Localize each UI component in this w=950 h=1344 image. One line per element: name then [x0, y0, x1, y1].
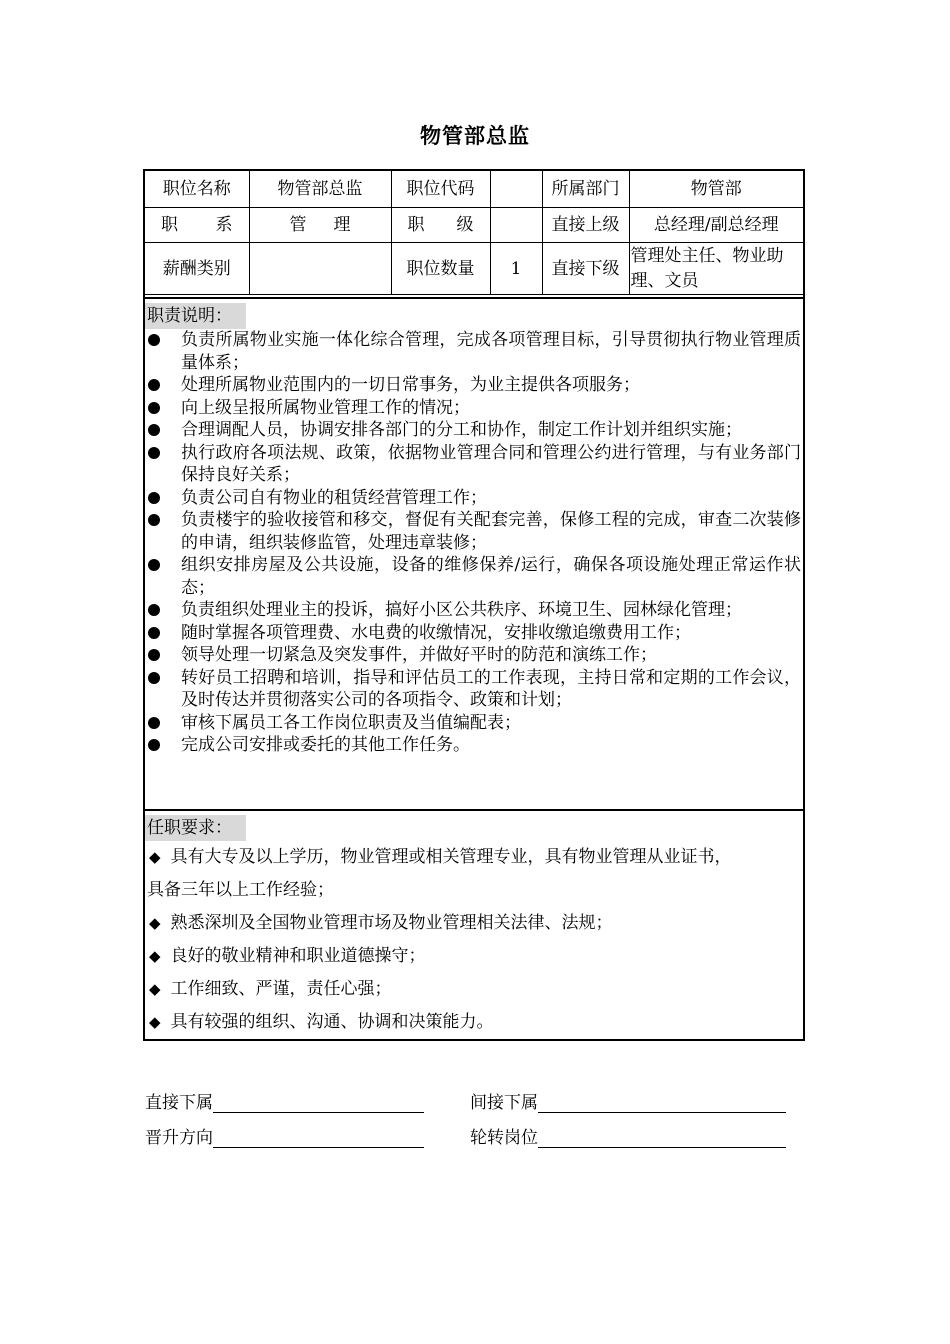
diamond-bullet-icon: ◆ [149, 980, 161, 998]
list-item: 组织安排房屋及公共设施，设备的维修保养/运行，确保各项设施处理正常运作状态； [145, 554, 803, 599]
duties-section [145, 297, 803, 811]
value-grade [490, 208, 542, 243]
list-item: 审核下属员工各工作岗位职责及当值编配表； [145, 712, 803, 735]
footer-rotation [470, 1123, 786, 1148]
list-item: ◆ 良好的敬业精神和职业道德操守； [149, 946, 426, 966]
list-item: 负责组织处理业主的投诉，搞好小区公共秩序、环境卫生、园林绿化管理； [145, 599, 803, 622]
value-position-name: 物管部总监 [249, 171, 391, 208]
label-grade: 职 级 [391, 208, 490, 243]
bullet-icon [148, 649, 160, 661]
diamond-bullet-icon: ◆ [149, 947, 161, 965]
list-item: ◆ 熟悉深圳及全国物业管理市场及物业管理相关法律、法规； [149, 913, 613, 933]
footer-direct-subordinate [145, 1088, 424, 1113]
indirect-subordinate-field[interactable] [538, 1092, 786, 1113]
bullet-icon [148, 514, 160, 526]
bullet-icon [148, 424, 160, 436]
rotation-label: 轮转岗位 [470, 1128, 538, 1148]
job-description-form [143, 169, 805, 1041]
direct-subordinate-label: 直接下属 [145, 1093, 213, 1113]
bullet-icon [148, 717, 160, 729]
footer-indirect-subordinate [470, 1088, 786, 1113]
duties-list [145, 329, 803, 757]
list-item: 随时掌握各项管理费、水电费的收缴情况，安排收缴追缴费用工作； [145, 622, 803, 645]
rotation-field[interactable] [538, 1127, 786, 1148]
list-item: 向上级呈报所属物业管理工作的情况； [145, 397, 803, 420]
page-title: 物管部总监 [420, 124, 530, 148]
label-position-count: 职位数量 [391, 243, 490, 295]
bullet-icon [148, 627, 160, 639]
value-salary-type [249, 243, 391, 295]
label-position-name: 职位名称 [145, 171, 249, 208]
list-item: 执行政府各项法规、政策，依据物业管理合同和管理公约进行管理，与有业务部门保持良好关系； [145, 442, 803, 487]
list-item: 领导处理一切紧急及突发事件，并做好平时的防范和演练工作； [145, 644, 803, 667]
footer-promotion [145, 1123, 424, 1148]
label-department: 所属部门 [542, 171, 629, 208]
label-direct-superior: 直接上级 [542, 208, 629, 243]
diamond-bullet-icon: ◆ [149, 1013, 161, 1031]
bullet-icon [148, 604, 160, 616]
direct-subordinate-field[interactable] [213, 1092, 424, 1113]
value-direct-subordinate: 管理处主任、物业助理、文员 [629, 243, 803, 295]
bullet-icon [148, 739, 160, 751]
bullet-icon [148, 492, 160, 504]
bullet-icon [148, 672, 160, 684]
bullet-icon [148, 559, 160, 571]
requirements-section [145, 811, 803, 1041]
promotion-field[interactable] [213, 1127, 424, 1148]
list-item: ◆ 具有较强的组织、沟通、协调和决策能力。 [149, 1012, 494, 1032]
duties-label: 职责说明： [145, 303, 246, 329]
list-item: ◆ 工作细致、严谨，责任心强； [149, 979, 392, 999]
table-row [145, 243, 803, 295]
bullet-icon [148, 447, 160, 459]
value-position-count: 1 [490, 243, 542, 295]
diamond-bullet-icon: ◆ [149, 848, 161, 866]
bullet-icon [148, 402, 160, 414]
value-series: 管 理 [249, 208, 391, 243]
label-position-code: 职位代码 [391, 171, 490, 208]
list-item: ◆ 具有大专及以上学历，物业管理或相关管理专业，具有物业管理从业证书， [149, 847, 732, 867]
table-row [145, 208, 803, 243]
diamond-bullet-icon: ◆ [149, 914, 161, 932]
requirements-list [145, 841, 803, 1039]
label-salary-type: 薪酬类别 [145, 243, 249, 295]
list-item: 处理所属物业范围内的一切日常事务，为业主提供各项服务； [145, 374, 803, 397]
list-item: 负责公司自有物业的租赁经营管理工作； [145, 487, 803, 510]
list-item: 负责所属物业实施一体化综合管理，完成各项管理目标，引导贯彻执行物业管理质量体系； [145, 329, 803, 374]
label-series: 职 系 [145, 208, 249, 243]
bullet-icon [148, 379, 160, 391]
promotion-label: 晋升方向 [145, 1128, 213, 1148]
value-department: 物管部 [629, 171, 803, 208]
value-position-code [490, 171, 542, 208]
list-item: 完成公司安排或委托的其他工作任务。 [145, 734, 803, 757]
requirements-label: 任职要求： [145, 815, 246, 841]
bullet-icon [148, 334, 160, 346]
list-item: 具备三年以上工作经验； [147, 880, 334, 900]
list-item: 合理调配人员，协调安排各部门的分工和协作，制定工作计划并组织实施； [145, 419, 803, 442]
table-row [145, 171, 803, 208]
indirect-subordinate-label: 间接下属 [470, 1093, 538, 1113]
list-item: 转好员工招聘和培训，指导和评估员工的工作表现，主持日常和定期的工作会议，及时传达并贯彻落实公司的各项指令、政策和计划； [145, 667, 803, 712]
value-direct-superior: 总经理/副总经理 [629, 208, 803, 243]
label-direct-subordinate: 直接下级 [542, 243, 629, 295]
position-info-table [145, 171, 803, 295]
list-item: 负责楼宇的验收接管和移交，督促有关配套完善，保修工程的完成，审查二次装修的申请，组织装修监管，处理违章装修； [145, 509, 803, 554]
